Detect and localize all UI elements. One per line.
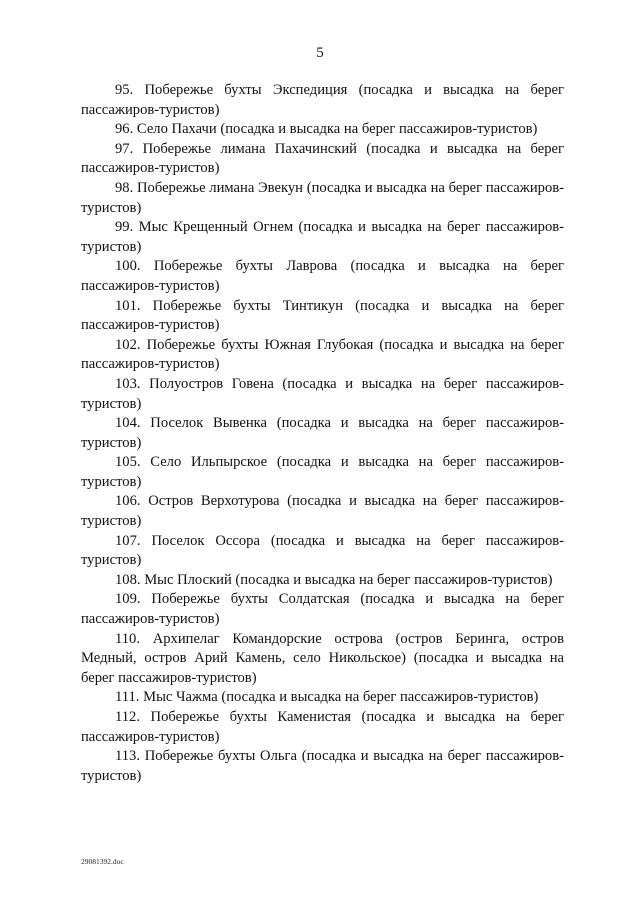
item-number: 104. — [115, 415, 141, 432]
item-number: 110. — [115, 630, 140, 647]
item-number: 101. — [115, 297, 141, 314]
item-text: Побережье бухты Каменистая (посадка и высадка на берег пассажиров-туристов) — [81, 709, 564, 745]
page-number: 5 — [316, 45, 324, 61]
item-text: Мыс Чажма (посадка и высадка на берег пассажиров-туристов) — [143, 689, 539, 706]
list-item-98 — [81, 179, 564, 218]
item-number: 96. — [115, 121, 134, 138]
item-text: Мыс Плоский (посадка и высадка на берег пассажиров-туристов) — [144, 571, 553, 588]
item-text: Побережье бухты Экспедиция (посадка и высадка на берег пассажиров-туристов) — [81, 82, 565, 118]
list-item-109 — [81, 590, 564, 629]
list-item-99 — [81, 218, 564, 257]
list-item-112 — [81, 708, 564, 747]
item-number: 103. — [115, 375, 141, 392]
item-number: 108. — [115, 571, 141, 588]
list-item-105 — [81, 453, 564, 492]
item-text: Побережье бухты Южная Глубокая (посадка и высадка на берег пассажиров-туристов) — [81, 336, 564, 373]
item-text: Побережье бухты Ольга (посадка и высадка на берег пассажиров-туристов) — [81, 748, 564, 784]
item-text: Село Пахачи (посадка и высадка на берег пассажиров-туристов) — [136, 121, 538, 138]
list-item-95 — [81, 81, 564, 120]
item-number: 107. — [115, 532, 141, 549]
item-number: 100. — [115, 258, 141, 275]
item-number: 99. — [115, 219, 134, 236]
item-text: Поселок Оссора (посадка и высадка на берег пассажиров-туристов) — [81, 532, 564, 569]
item-text: Полуостров Говена (посадка и высадка на берег пассажиров-туристов) — [81, 375, 564, 412]
list-item-100 — [81, 257, 564, 296]
item-text: Село Ильпырское (посадка и высадка на берег пассажиров-туристов) — [81, 454, 565, 490]
list-item-104 — [81, 414, 564, 453]
list-item-97 — [81, 140, 564, 179]
list-item-103 — [81, 375, 564, 414]
list-item-107 — [81, 532, 564, 571]
item-number: 97. — [115, 140, 134, 157]
item-text: Побережье бухты Тинтикун (посадка и высадка на берег пассажиров-туристов) — [81, 297, 564, 334]
item-text: Побережье бухты Лаврова (посадка и высадка на берег пассажиров-туристов) — [81, 258, 564, 294]
item-number: 106. — [115, 493, 141, 510]
item-text: Побережье лимана Эвекун (посадка и высадка на берег пассажиров-туристов) — [81, 179, 564, 216]
item-text: Остров Верхотурова (посадка и высадка на берег пассажиров-туристов) — [81, 493, 564, 530]
list-item-108 — [81, 571, 564, 591]
item-text: Архипелаг Командорские острова (остров Беринга, остров Медный, остров Арий Камень, село Никольское) (посадка и высадка на берег пассажиров-туристов) — [81, 630, 564, 686]
list-item-113 — [81, 747, 564, 786]
item-number: 111. — [115, 689, 140, 706]
item-number: 95. — [115, 82, 134, 98]
list-item-101 — [81, 297, 564, 336]
item-text: Мыс Крещенный Огнем (посадка и высадка на берег пассажиров-туристов) — [81, 219, 564, 255]
item-text: Побережье бухты Солдатская (посадка и высадка на берег пассажиров-туристов) — [81, 591, 564, 628]
document-list — [81, 81, 564, 786]
item-number: 109. — [115, 591, 141, 608]
item-number: 113. — [115, 748, 140, 765]
item-number: 98. — [115, 179, 134, 196]
list-item-111 — [81, 688, 564, 708]
item-text: Побережье лимана Пахачинский (посадка и высадка на берег пассажиров-туристов) — [81, 140, 564, 177]
item-text: Поселок Вывенка (посадка и высадка на берег пассажиров-туристов) — [81, 415, 564, 451]
list-item-106 — [81, 492, 564, 531]
list-item-96 — [81, 120, 564, 140]
item-number: 112. — [115, 709, 140, 725]
list-item-102 — [81, 336, 564, 375]
item-number: 102. — [115, 336, 141, 353]
item-number: 105. — [115, 454, 141, 471]
list-item-110 — [81, 630, 564, 689]
document-file-code: 29081392.doc — [81, 857, 124, 866]
